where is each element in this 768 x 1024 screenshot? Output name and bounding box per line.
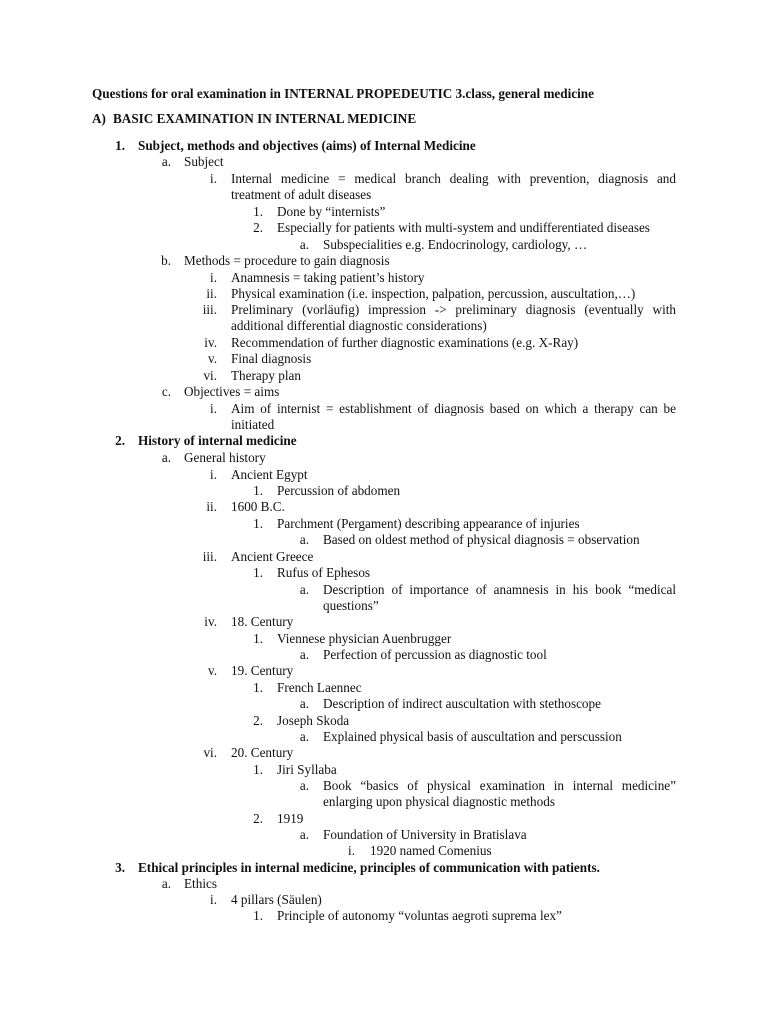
- list-marker: 2.: [253, 811, 263, 826]
- list-marker: 1.: [253, 516, 263, 531]
- list-item: Preliminary (vorläufig) impression -> preliminary diagnosis (eventually with: [231, 302, 676, 317]
- list-item: Done by “internists”: [277, 204, 386, 219]
- section-heading: BASIC EXAMINATION IN INTERNAL MEDICINE: [113, 111, 417, 126]
- list-marker: 1.: [253, 483, 263, 498]
- list-item: Description of indirect auscultation with stethoscope: [323, 696, 601, 711]
- list-marker: ii.: [206, 499, 217, 514]
- list-marker: 2.: [253, 713, 263, 728]
- list-marker: v.: [207, 663, 217, 678]
- list-item: Viennese physician Auenbrugger: [277, 631, 452, 646]
- list-marker: iv.: [204, 614, 217, 629]
- list-marker: 1.: [253, 204, 263, 219]
- question-number: 2.: [115, 433, 125, 448]
- list-item: Internal medicine = medical branch dealing with prevention, diagnosis and: [231, 171, 676, 186]
- question-number: 1.: [115, 138, 125, 153]
- list-item: French Laennec: [277, 680, 362, 695]
- list-marker: i.: [210, 270, 217, 285]
- list-item: Ancient Egypt: [231, 467, 308, 482]
- list-marker: 1.: [253, 680, 263, 695]
- list-item: 1920 named Comenius: [370, 843, 492, 858]
- list-marker: a.: [299, 778, 309, 793]
- list-marker: 1.: [253, 908, 263, 923]
- list-marker: iii.: [202, 302, 217, 317]
- list-item: Physical examination (i.e. inspection, palpation, percussion, auscultation,…): [231, 286, 636, 301]
- list-marker: a.: [299, 696, 309, 711]
- list-item: Joseph Skoda: [277, 713, 350, 728]
- question-heading: Ethical principles in internal medicine, principles of communication with patients.: [138, 860, 600, 875]
- list-item: Explained physical basis of auscultation and perscussion: [323, 729, 622, 744]
- list-item: Ethics: [184, 876, 217, 891]
- list-item: Therapy plan: [231, 368, 301, 383]
- list-item: Especially for patients with multi-system and undifferentiated diseases: [277, 220, 650, 235]
- list-item: Subspecialities e.g. Endocrinology, cardiology, …: [323, 237, 588, 252]
- list-marker: a.: [299, 647, 309, 662]
- list-marker: ii.: [206, 286, 217, 301]
- list-item: Book “basics of physical examination in internal medicine”: [323, 778, 676, 793]
- list-item: Anamnesis = taking patient’s history: [231, 270, 425, 285]
- list-item: Recommendation of further diagnostic examinations (e.g. X-Ray): [231, 335, 579, 350]
- section-marker: A): [92, 111, 106, 126]
- list-item: Ancient Greece: [231, 549, 314, 564]
- list-item: 4 pillars (Säulen): [231, 892, 322, 907]
- list-item: Objectives = aims: [184, 384, 280, 399]
- list-marker: i.: [210, 401, 217, 416]
- list-item: Description of importance of anamnesis in his book “medical: [323, 582, 676, 597]
- list-item: Final diagnosis: [231, 351, 312, 366]
- list-item: Aim of internist = establishment of diagnosis based on which a therapy can be: [231, 401, 676, 416]
- list-marker: c.: [161, 384, 171, 399]
- list-marker: 2.: [253, 220, 263, 235]
- list-marker: i.: [348, 843, 355, 858]
- list-item: 18. Century: [231, 614, 294, 629]
- question-number: 3.: [115, 860, 125, 875]
- list-marker: 1.: [253, 565, 263, 580]
- list-item: General history: [184, 450, 266, 465]
- list-item: Perfection of percussion as diagnostic tool: [323, 647, 547, 662]
- list-marker: a.: [299, 532, 309, 547]
- question-heading: Subject, methods and objectives (aims) of Internal Medicine: [138, 138, 476, 153]
- list-marker: b.: [161, 253, 171, 268]
- list-item: Foundation of University in Bratislava: [323, 827, 527, 842]
- list-marker: a.: [161, 154, 171, 169]
- list-marker: a.: [299, 827, 309, 842]
- list-marker: iv.: [204, 335, 217, 350]
- list-item: Methods = procedure to gain diagnosis: [184, 253, 390, 268]
- list-marker: a.: [161, 450, 171, 465]
- list-marker: i.: [210, 171, 217, 186]
- list-item-continuation: treatment of adult diseases: [231, 187, 372, 202]
- list-item-continuation: initiated: [231, 417, 275, 432]
- list-marker: vi.: [203, 368, 217, 383]
- list-item-continuation: additional differential diagnostic considerations): [231, 318, 487, 333]
- list-marker: a.: [299, 582, 309, 597]
- list-item: 1600 B.C.: [231, 499, 285, 514]
- list-item: Principle of autonomy “voluntas aegroti suprema lex”: [277, 908, 562, 923]
- list-marker: 1.: [253, 762, 263, 777]
- list-marker: a.: [299, 237, 309, 252]
- list-marker: a.: [299, 729, 309, 744]
- list-item: 19. Century: [231, 663, 294, 678]
- list-item-continuation: enlarging upon physical diagnostic methods: [323, 794, 555, 809]
- list-item: 20. Century: [231, 745, 294, 760]
- question-heading: History of internal medicine: [138, 433, 297, 448]
- list-item: Rufus of Ephesos: [277, 565, 371, 580]
- list-marker: vi.: [203, 745, 217, 760]
- list-item-continuation: questions”: [323, 598, 379, 613]
- list-marker: 1.: [253, 631, 263, 646]
- list-item: Jiri Syllaba: [277, 762, 337, 777]
- list-item: Percussion of abdomen: [277, 483, 401, 498]
- list-marker: v.: [207, 351, 217, 366]
- list-item: Subject: [184, 154, 224, 169]
- document-title: Questions for oral examination in INTERNAL PROPEDEUTIC 3.class, general medicine: [92, 86, 594, 101]
- list-item: 1919: [277, 811, 304, 826]
- list-item: Parchment (Pergament) describing appearance of injuries: [277, 516, 580, 531]
- list-marker: i.: [210, 467, 217, 482]
- list-marker: i.: [210, 892, 217, 907]
- list-marker: a.: [161, 876, 171, 891]
- list-item: Based on oldest method of physical diagnosis = observation: [323, 532, 640, 547]
- list-marker: iii.: [202, 549, 217, 564]
